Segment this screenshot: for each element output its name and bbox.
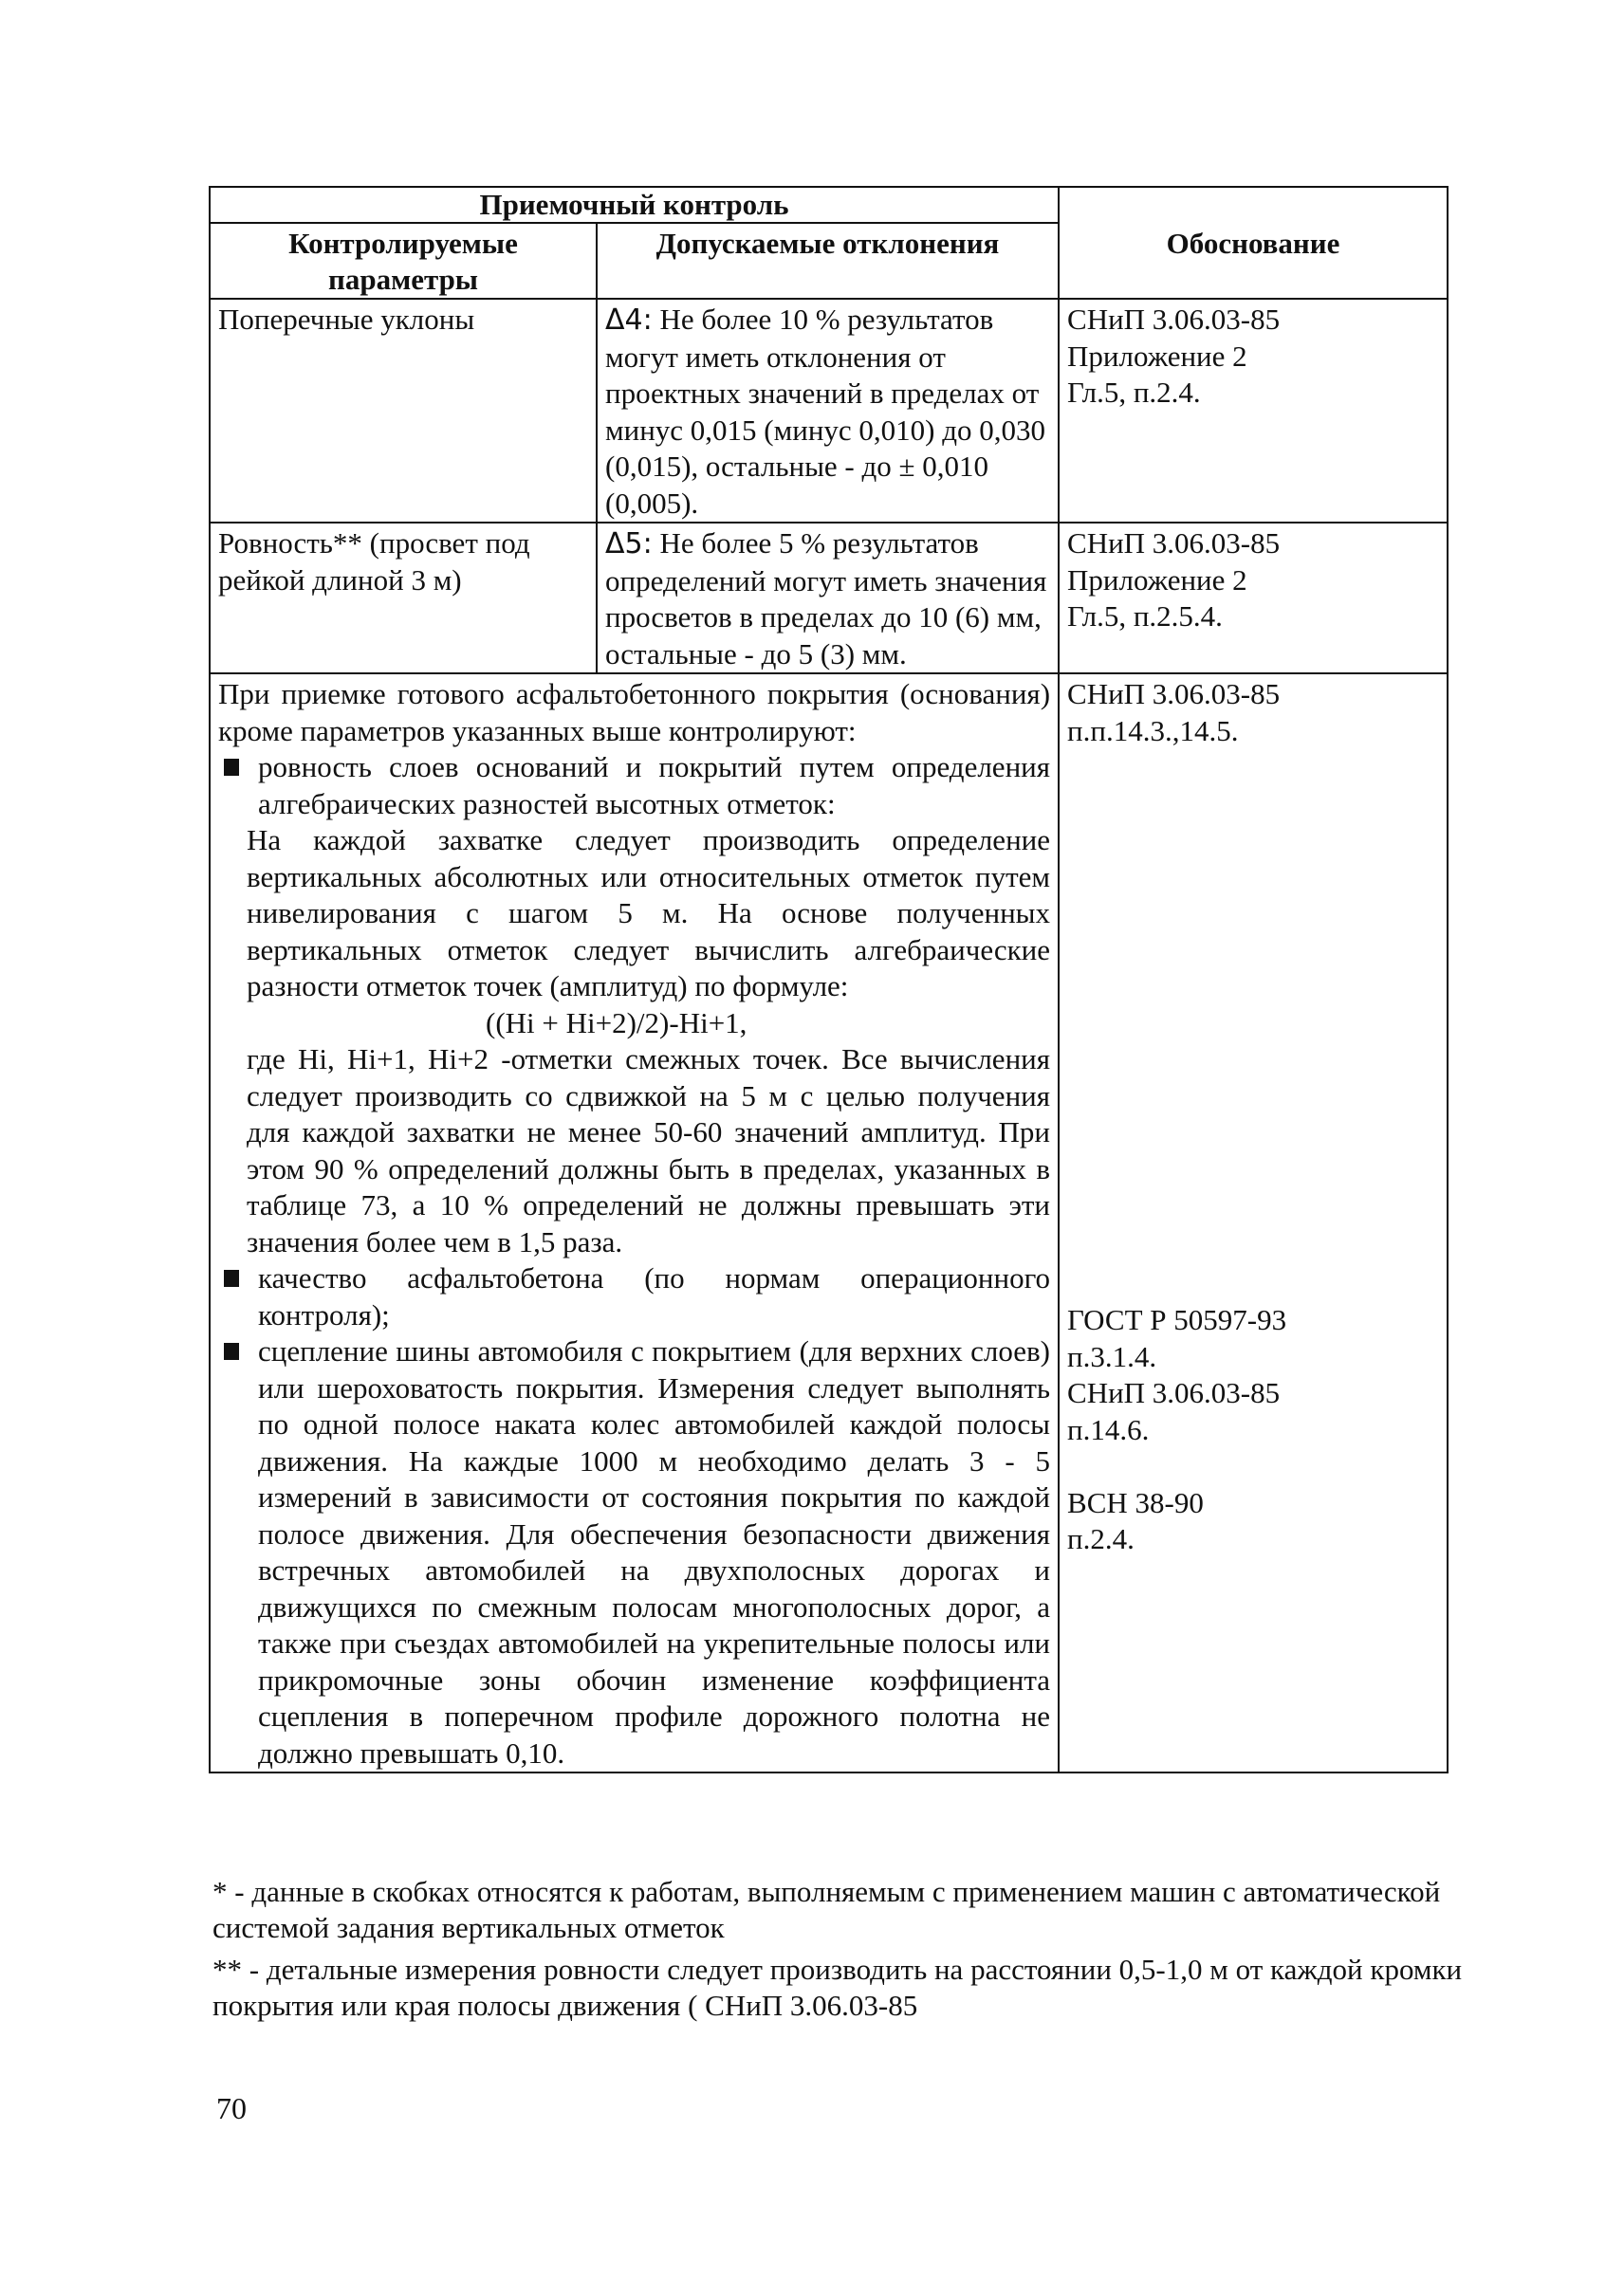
row-parameter-cell: Ровность** (просвет под рейкой длиной 3 м): [210, 523, 597, 673]
square-bullet-icon: [224, 759, 239, 776]
calculation-paragraph: где Hi, Hi+1, Hi+2 -отметки смежных точек. Все вычисления следует производить со сдвижкой на 5 м с целью получения для каждой захватки не менее 50-60 значений амплитуд. При этом 90 % определений должны быть в пределах, указанных в таблице 73, а 10 % определений не должны превышать эти значения более чем в 1,5 раза.: [247, 1042, 1051, 1258]
acceptance-control-table: [209, 186, 1449, 1773]
delta-label: Δ5:: [605, 527, 653, 560]
header-acceptance-control: Приемочный контроль: [210, 187, 1059, 223]
row-deviation-cell: [597, 523, 1059, 673]
list-item: [218, 1333, 1050, 1772]
leveling-paragraph: На каждой захватке следует производить определение вертикальных абсолютных или относительных отметок путем нивелирования с шагом 5 м. На основе полученных вертикальных отметок следует вычислить алгебраические разности отметок точек (амплитуд) по формуле:: [247, 823, 1051, 1002]
deviation-text: Не более 10 % результатов могут иметь отклонения от проектных значений в пределах от минус 0,015 (минус 0,010) до 0,030 (0,015), остальные - до ± 0,010 (0,005).: [605, 303, 1046, 520]
header-allowed-deviations: Допускаемые отклонения: [597, 223, 1059, 299]
acceptance-requirements-cell: [210, 673, 1059, 1773]
bullet-text: ровность слоев оснований и покрытий путем определения алгебраических разностей высотных отметок:: [258, 750, 1051, 820]
deviation-text: Не более 5 % результатов определений могут иметь значения просветов в пределах до 10 (6) мм, остальные - до 5 (3) мм.: [605, 526, 1047, 670]
table-row: [210, 523, 1448, 673]
list-item: [218, 1260, 1050, 1333]
row-parameter-cell: Поперечные уклоны: [210, 299, 597, 523]
square-bullet-icon: [224, 1270, 239, 1287]
acceptance-basis-cell: [1059, 673, 1448, 1773]
row-deviation-cell: [597, 299, 1059, 523]
footnote-brackets: * - данные в скобках относятся к работам, выполняемым с применением машин с автоматической системой задания вертикальных отметок: [212, 1875, 1441, 1944]
footnote-evenness: ** - детальные измерения ровности следует производить на расстоянии 0,5-1,0 м от каждой кромки покрытия или края полосы движения ( СНиП 3.06.03-85: [212, 1953, 1463, 2022]
acceptance-intro: При приемке готового асфальтобетонного покрытия (основания) кроме параметров указанных выше контролируют:: [218, 677, 1051, 747]
row-basis-cell: СНиП 3.06.03-85 Приложение 2 Гл.5, п.2.5.4.: [1059, 523, 1448, 673]
table-header-row-1: [210, 187, 1448, 223]
delta-label: Δ4:: [605, 303, 653, 337]
footnotes: [212, 1874, 1484, 2030]
basis-reference-bottom: ГОСТ Р 50597-93 п.3.1.4. СНиП 3.06.03-85 п.14.6. ВСН 38-90 п.2.4.: [1067, 1303, 1287, 1555]
bullet-text: сцепление шины автомобиля с покрытием (для верхних слоев) или шероховатость покрытия. Измерения следует выполнять по одной полосе наката колес автомобилей каждой полосы движения. На каждые 1000 м необходимо делать 3 - 5 измерений в зависимости от состояния покрытия по каждой полосе движения. Для обеспечения безопасности движения встречных автомобилей на двухполосных дорогах и движущихся по смежным полосам многополосных дорог, а также при съездах автомобилей на укрепительные полосы или прикромочные зоны обочин изменение коэффициента сцепления в поперечном профиле дорожного полотна не должно превышать 0,10.: [258, 1334, 1051, 1770]
basis-reference-top: СНиП 3.06.03-85 п.п.14.3.,14.5.: [1067, 677, 1281, 747]
list-item: [218, 749, 1050, 822]
row-basis-cell: СНиП 3.06.03-85 Приложение 2 Гл.5, п.2.4.: [1059, 299, 1448, 523]
header-basis: Обоснование: [1059, 187, 1448, 299]
bullet-text: качество асфальтобетона (по нормам операционного контроля);: [258, 1261, 1051, 1332]
amplitude-formula: ((Hi + Hi+2)/2)-Hi+1,: [486, 1005, 747, 1039]
header-controlled-parameters: Контролируемые параметры: [210, 223, 597, 299]
table-row-acceptance: [210, 673, 1448, 1773]
square-bullet-icon: [224, 1343, 239, 1360]
page-number: 70: [216, 2091, 247, 2125]
table-row: [210, 299, 1448, 523]
